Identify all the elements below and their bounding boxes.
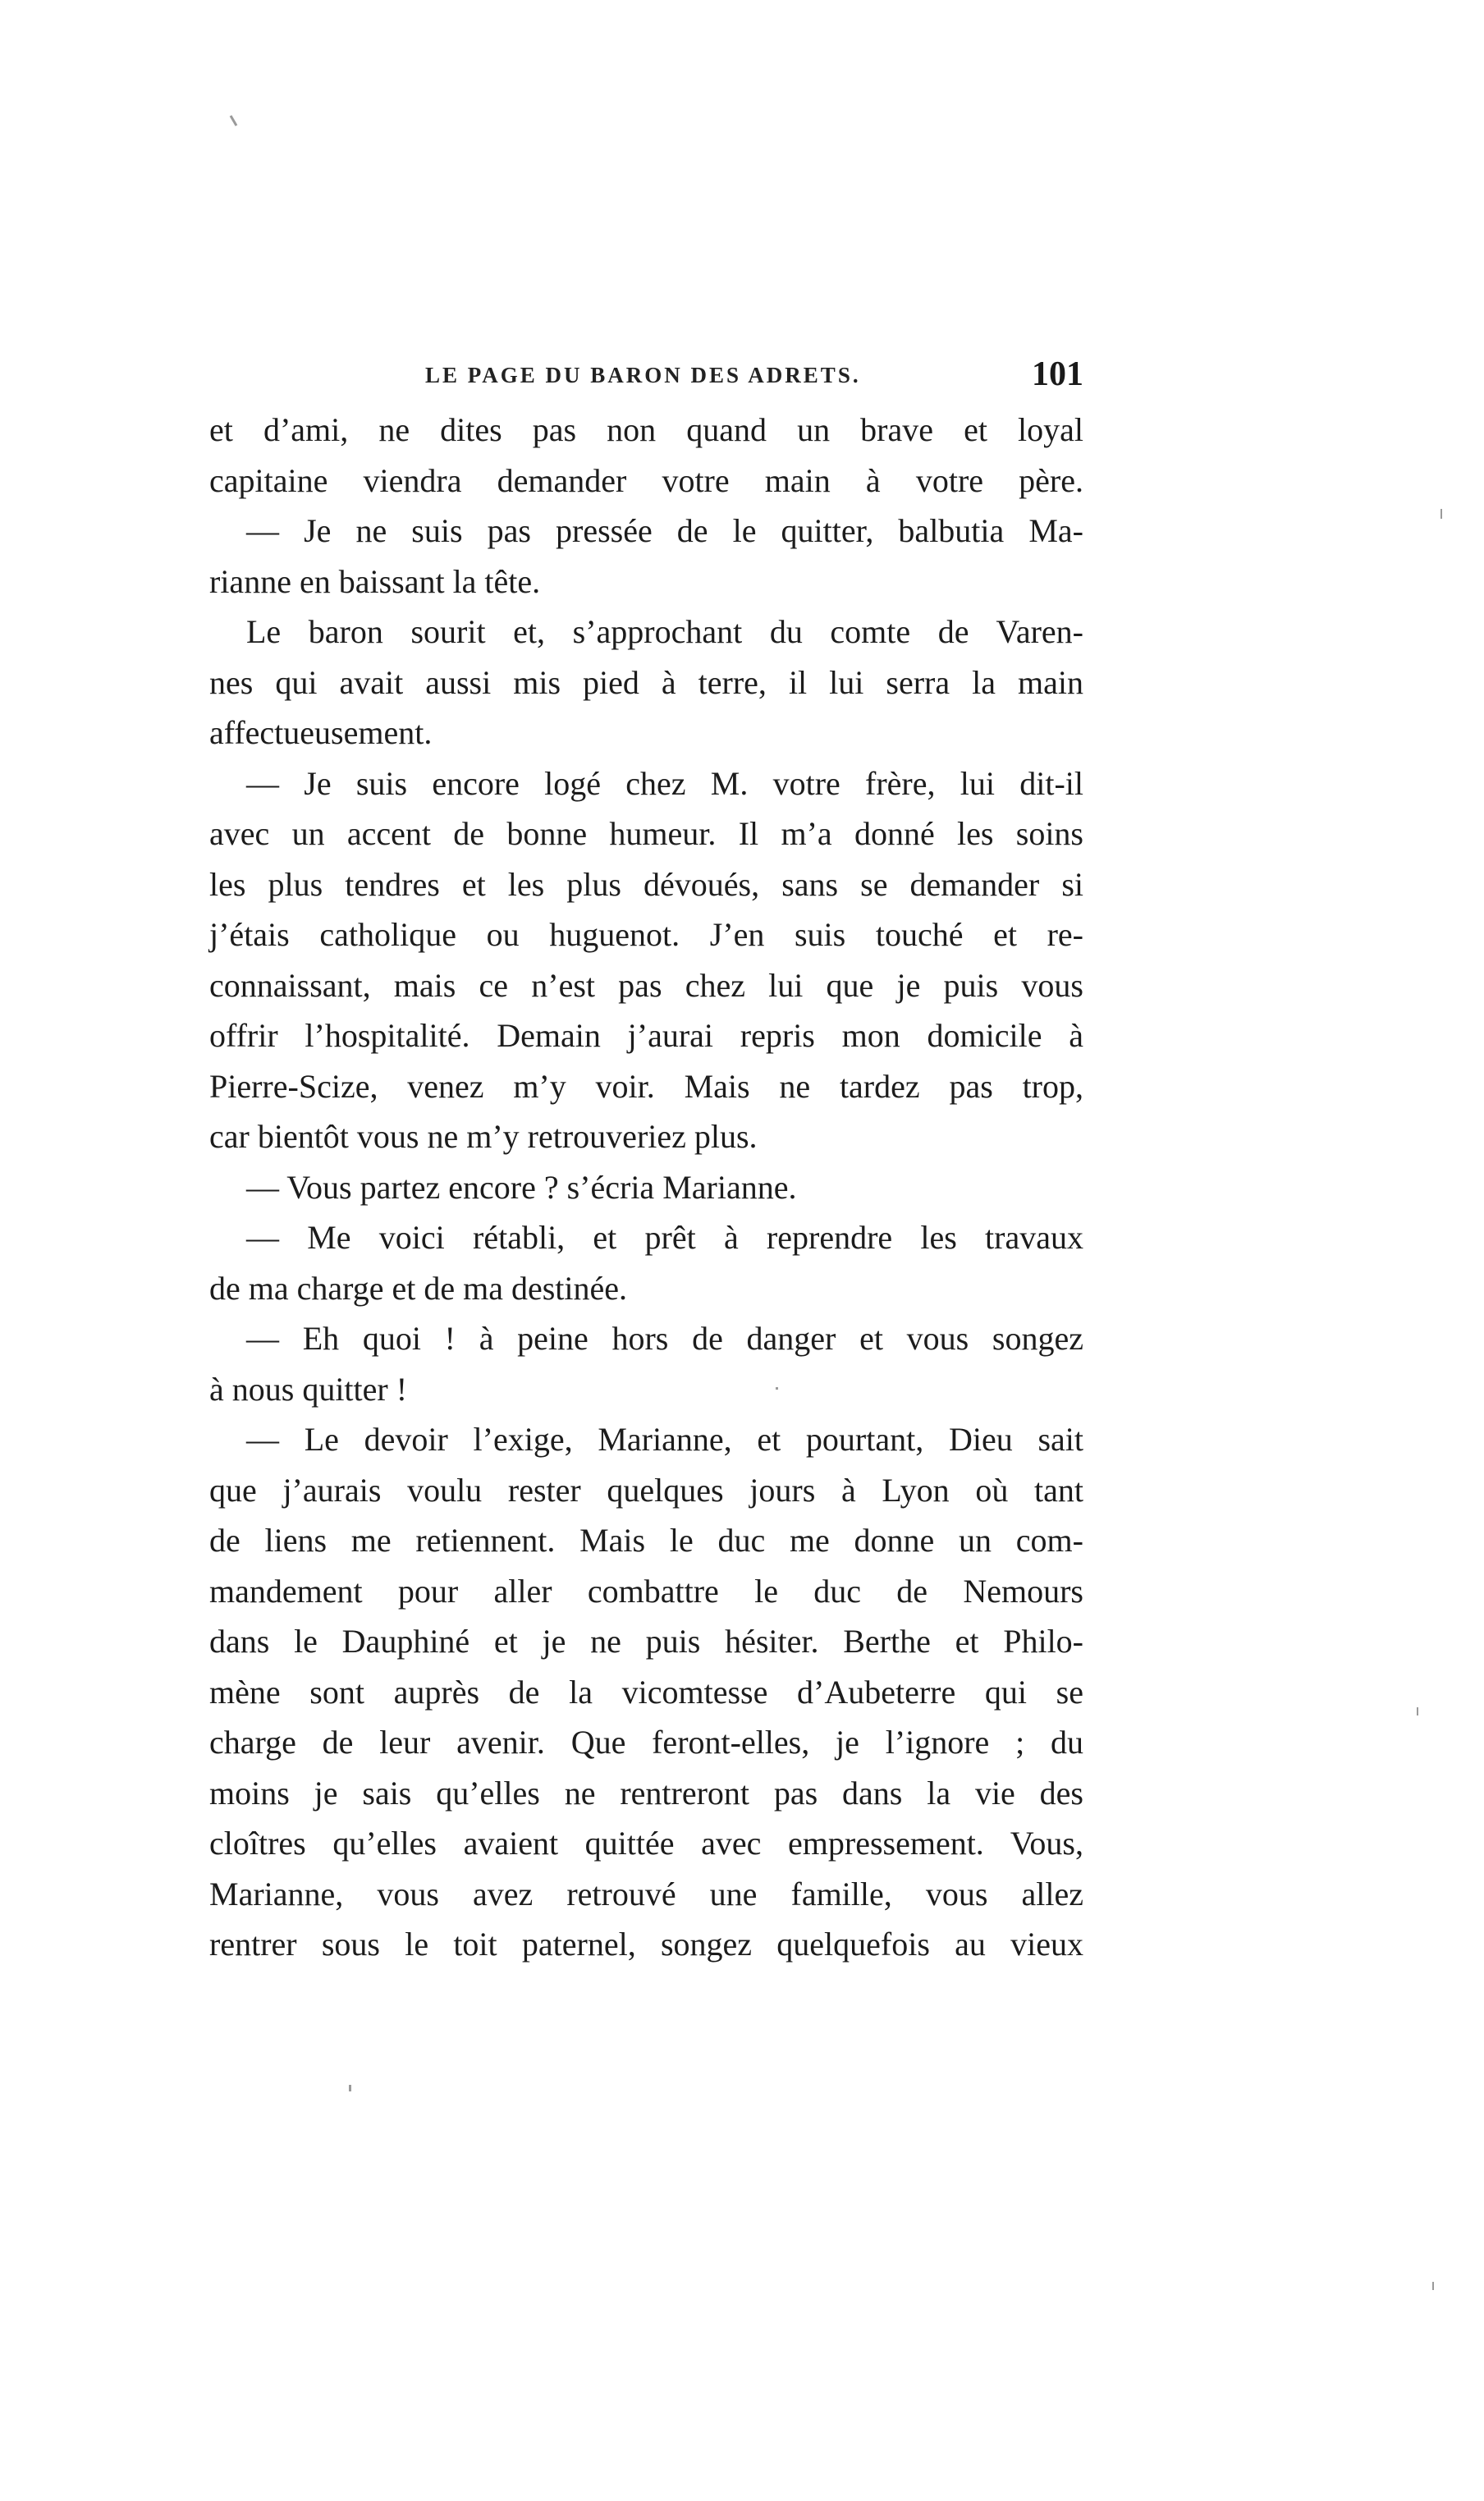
- text-line: — Je suis encore logé chez M. votre frère, lui dit-il: [246, 764, 1083, 802]
- text-line: — Vous partez encore ? s’écria Marianne.: [246, 1168, 797, 1206]
- text-line: offrir l’hospitalité. Demain j’aurai repris mon domicile à: [209, 1017, 1083, 1054]
- text-line: — Le devoir l’exige, Marianne, et pourtant, Dieu sait: [246, 1421, 1083, 1458]
- scan-speck: [1417, 1707, 1418, 1715]
- text-line: j’étais catholique ou huguenot. J’en suis touché et re-: [209, 916, 1083, 953]
- text-line: affectueusement.: [209, 714, 433, 751]
- running-title: LE PAGE DU BARON DES ADRETS.: [425, 363, 861, 387]
- text-line: dans le Dauphiné et je ne puis hésiter. Berthe et Philo-: [209, 1623, 1083, 1660]
- text-line: rentrer sous le toit paternel, songez quelquefois au vieux: [209, 1926, 1083, 1963]
- text-line: et d’ami, ne dites pas non quand un brave et loyal: [209, 411, 1083, 448]
- text-line: Marianne, vous avez retrouvé une famille, vous allez: [209, 1875, 1083, 1912]
- text-line: — Me voici rétabli, et prêt à reprendre les travaux: [246, 1219, 1083, 1256]
- scan-speck: [349, 2085, 351, 2091]
- scan-speck: [1432, 2282, 1434, 2290]
- text-line: à nous quitter !: [209, 1370, 408, 1408]
- text-line: connaissant, mais ce n’est pas chez lui que je puis vous: [209, 966, 1083, 1004]
- text-line: charge de leur avenir. Que feront-elles, je l’ignore ; du: [209, 1724, 1083, 1761]
- text-line: mandement pour aller combattre le duc de Nemours: [209, 1572, 1083, 1610]
- text-line: capitaine viendra demander votre main à votre père.: [209, 461, 1083, 499]
- text-line: que j’aurais voulu rester quelques jours à Lyon où tant: [209, 1471, 1083, 1509]
- text-line: car bientôt vous ne m’y retrouveriez plus.: [209, 1118, 758, 1155]
- body-text: [209, 405, 1083, 1970]
- text-line: les plus tendres et les plus dévoués, sans se demander si: [209, 865, 1083, 903]
- text-line: — Je ne suis pas pressée de le quitter, balbutia Ma-: [246, 512, 1083, 549]
- running-head: [212, 355, 1083, 404]
- text-line: de ma charge et de ma destinée.: [209, 1269, 628, 1307]
- scan-speck: [230, 115, 238, 126]
- page-number: 101: [1032, 355, 1083, 393]
- text-line: de liens me retiennent. Mais le duc me donne un com-: [209, 1522, 1083, 1559]
- text-line: Le baron sourit et, s’approchant du comte de Varen-: [246, 613, 1083, 650]
- text-line: moins je sais qu’elles ne rentreront pas dans la vie des: [209, 1774, 1083, 1812]
- text-line: avec un accent de bonne humeur. Il m’a donné les soins: [209, 815, 1083, 852]
- text-line: cloîtres qu’elles avaient quittée avec empressement. Vous,: [209, 1825, 1083, 1862]
- text-line: Pierre-Scize, venez m’y voir. Mais ne tardez pas trop,: [209, 1067, 1083, 1105]
- text-line: rianne en baissant la tête.: [209, 562, 541, 600]
- text-line: nes qui avait aussi mis pied à terre, il lui serra la main: [209, 663, 1083, 701]
- text-line: mène sont auprès de la vicomtesse d’Aubeterre qui se: [209, 1673, 1083, 1711]
- text-line: — Eh quoi ! à peine hors de danger et vous songez: [246, 1320, 1083, 1357]
- scan-speck: [1440, 509, 1442, 519]
